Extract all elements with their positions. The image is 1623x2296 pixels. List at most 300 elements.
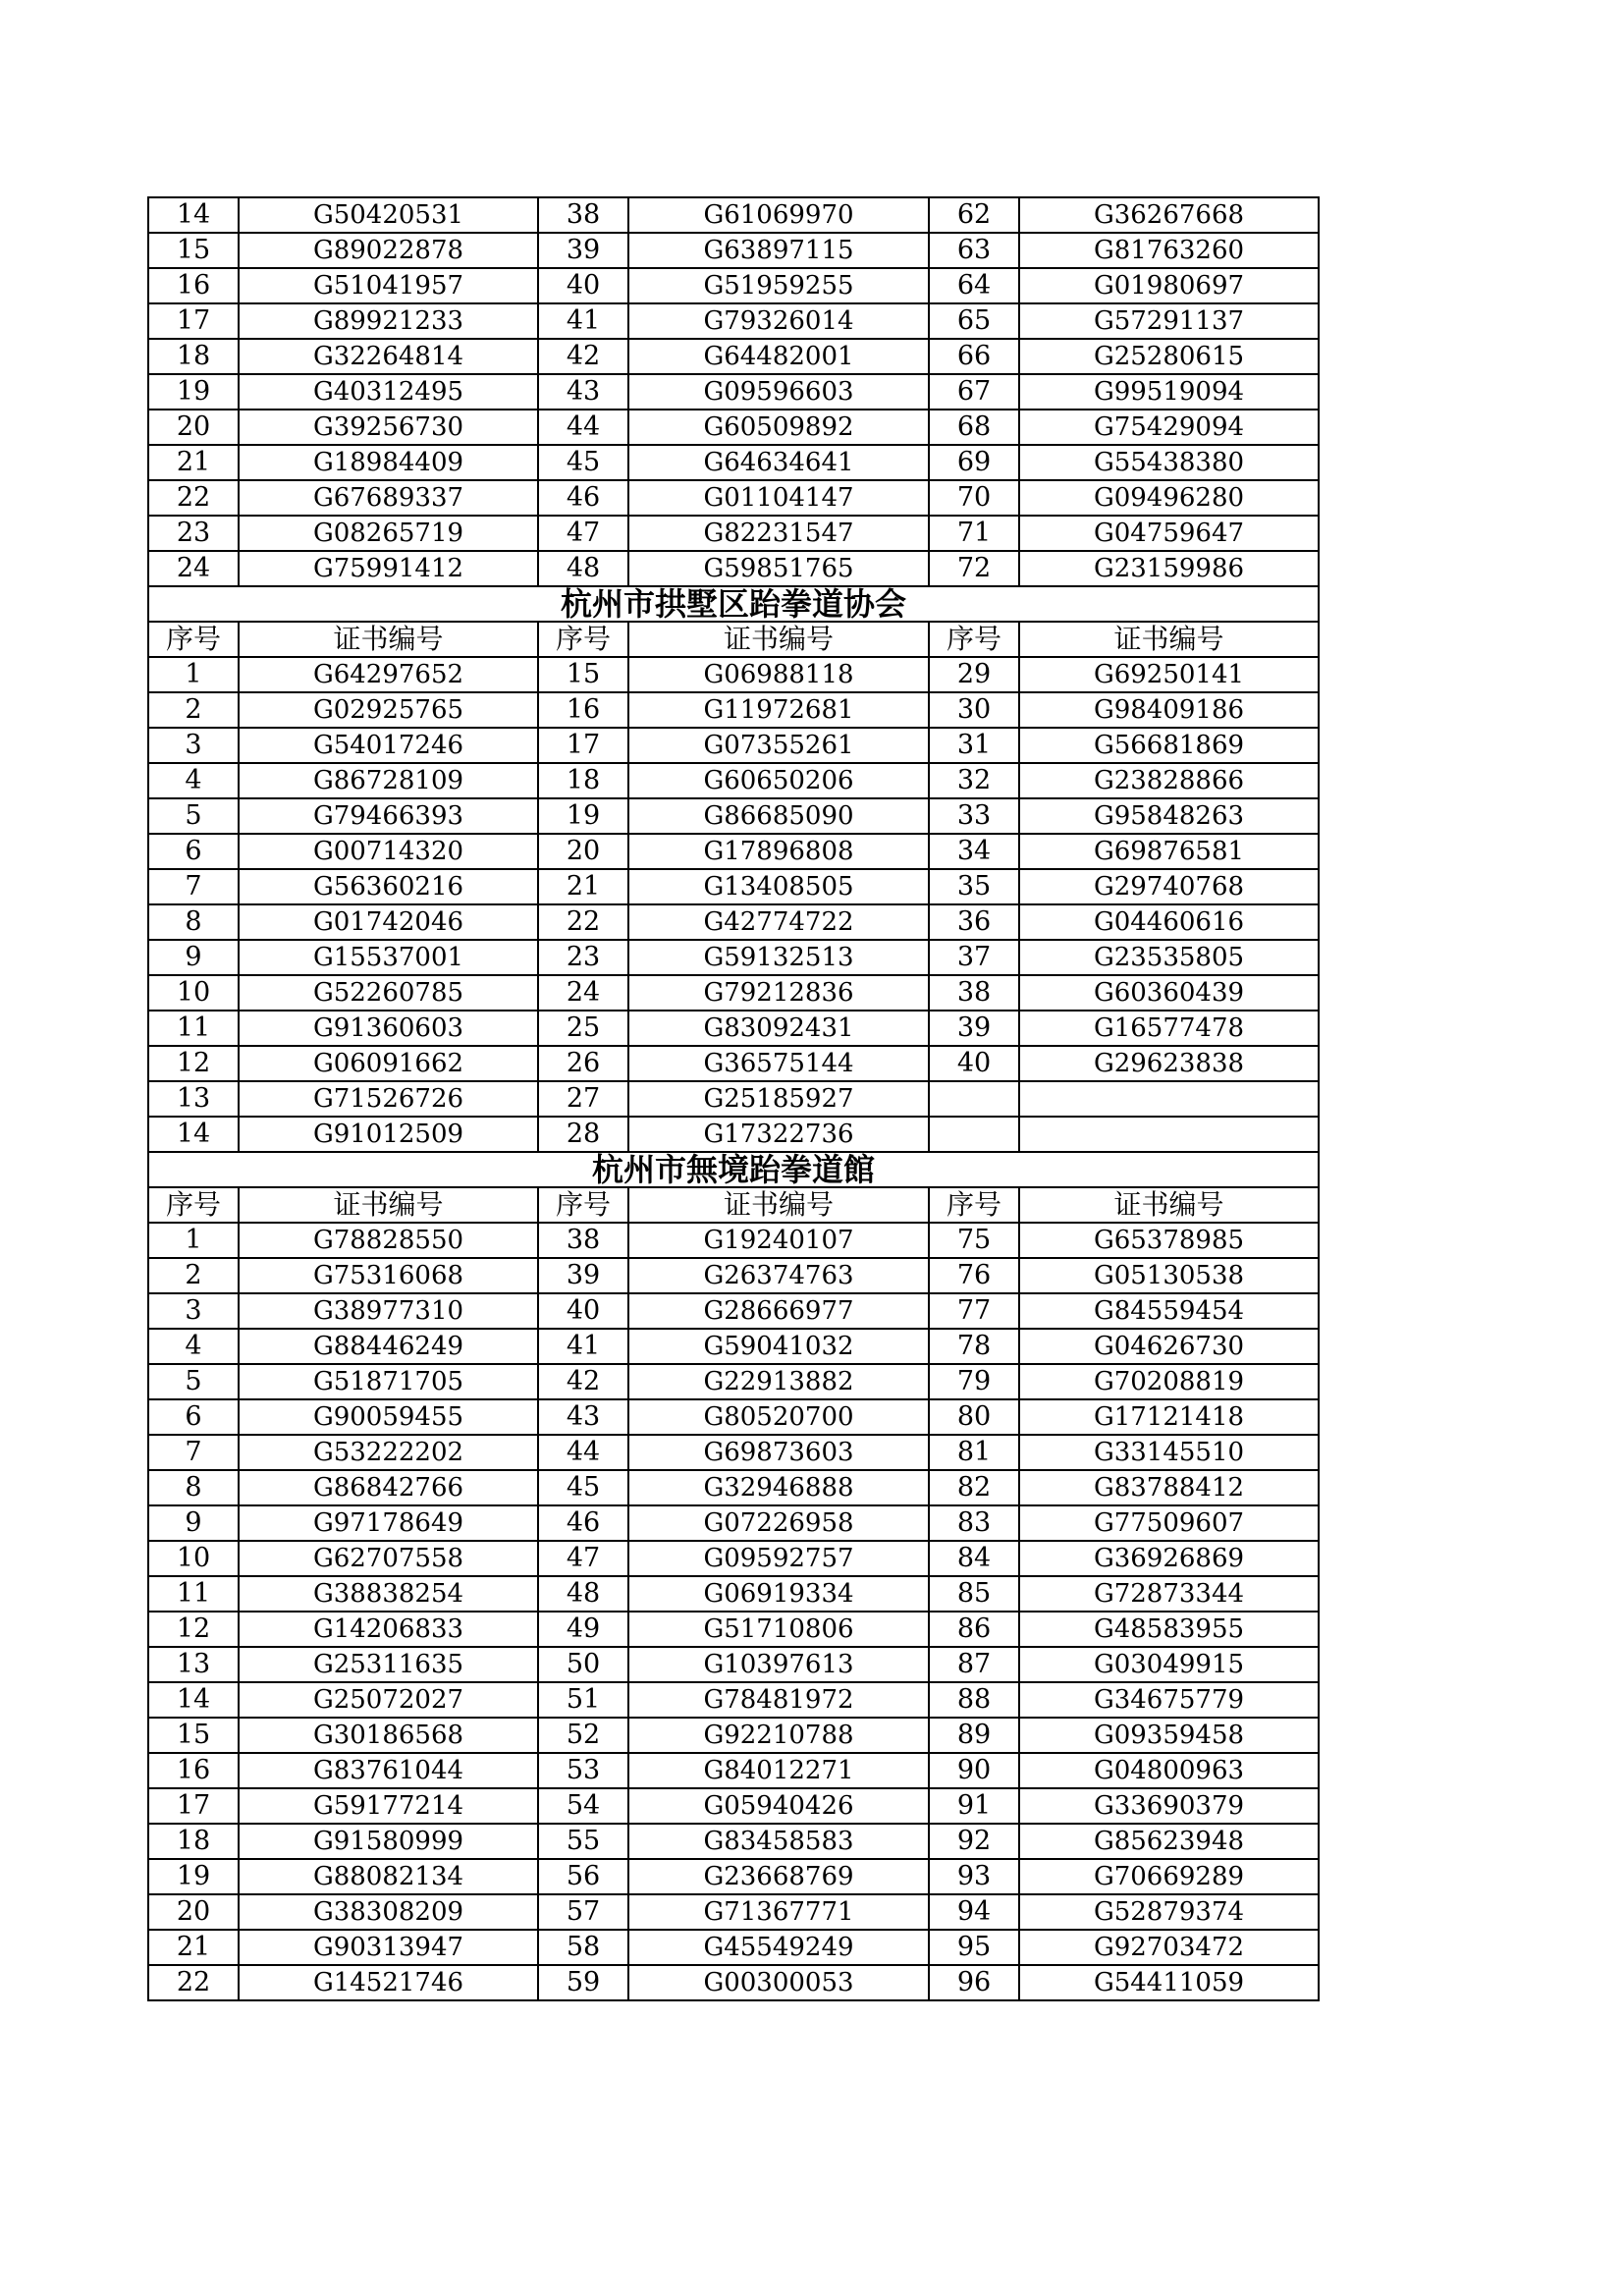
cert-no-cell: G71526726	[239, 1081, 538, 1117]
cert-no-cell: G92210788	[628, 1718, 929, 1753]
seq-cell: 43	[538, 374, 628, 410]
seq-cell: 19	[148, 374, 239, 410]
cert-no-cell: G02925765	[239, 692, 538, 728]
cert-no-cell: G26374763	[628, 1258, 929, 1293]
seq-cell: 1	[148, 657, 239, 692]
cert-no-cell: G72873344	[1019, 1576, 1319, 1612]
cert-no-cell: G29740768	[1019, 869, 1319, 904]
cert-no-cell: G64634641	[628, 445, 929, 480]
table-row	[148, 1682, 1319, 1718]
seq-cell: 12	[148, 1612, 239, 1647]
table-row	[148, 1258, 1319, 1293]
cert-no-cell: G23828866	[1019, 763, 1319, 798]
seq-cell: 76	[929, 1258, 1019, 1293]
seq-cell: 22	[538, 904, 628, 940]
certificate-table	[147, 196, 1320, 2001]
seq-cell	[929, 1081, 1019, 1117]
cert-no-cell: G59132513	[628, 940, 929, 975]
seq-cell: 28	[538, 1117, 628, 1152]
table-row	[148, 1718, 1319, 1753]
seq-cell: 48	[538, 1576, 628, 1612]
header-cert-no-cell: 证书编号	[628, 622, 929, 657]
header-cert-no-cell: 证书编号	[628, 1187, 929, 1223]
seq-cell: 6	[148, 834, 239, 869]
cert-no-cell: G09592757	[628, 1541, 929, 1576]
seq-cell: 23	[148, 516, 239, 551]
seq-cell: 5	[148, 798, 239, 834]
seq-cell: 69	[929, 445, 1019, 480]
cert-no-cell: G22913882	[628, 1364, 929, 1399]
seq-cell: 24	[538, 975, 628, 1011]
seq-cell: 41	[538, 1329, 628, 1364]
cert-no-cell: G09359458	[1019, 1718, 1319, 1753]
table-row	[148, 1894, 1319, 1930]
cert-no-cell	[1019, 1081, 1319, 1117]
seq-cell: 11	[148, 1576, 239, 1612]
cert-no-cell: G40312495	[239, 374, 538, 410]
cert-no-cell: G60650206	[628, 763, 929, 798]
seq-cell: 56	[538, 1859, 628, 1894]
table-row	[148, 1753, 1319, 1788]
seq-cell: 15	[538, 657, 628, 692]
seq-cell: 78	[929, 1329, 1019, 1364]
cert-no-cell: G69876581	[1019, 834, 1319, 869]
seq-cell: 95	[929, 1930, 1019, 1965]
cert-no-cell: G39256730	[239, 410, 538, 445]
cert-no-cell: G75429094	[1019, 410, 1319, 445]
table-row	[148, 834, 1319, 869]
seq-cell: 90	[929, 1753, 1019, 1788]
seq-cell: 14	[148, 1682, 239, 1718]
seq-cell: 63	[929, 233, 1019, 268]
seq-cell: 3	[148, 1293, 239, 1329]
cert-no-cell: G38977310	[239, 1293, 538, 1329]
table-row	[148, 1505, 1319, 1541]
cert-no-cell: G80520700	[628, 1399, 929, 1435]
seq-cell: 96	[929, 1965, 1019, 2000]
cert-no-cell: G11972681	[628, 692, 929, 728]
seq-cell: 22	[148, 1965, 239, 2000]
seq-cell: 46	[538, 1505, 628, 1541]
cert-no-cell: G91580999	[239, 1824, 538, 1859]
cert-no-cell: G19240107	[628, 1223, 929, 1258]
cert-no-cell: G77509607	[1019, 1505, 1319, 1541]
cert-no-cell: G51710806	[628, 1612, 929, 1647]
cert-no-cell: G04800963	[1019, 1753, 1319, 1788]
cert-no-cell: G33690379	[1019, 1788, 1319, 1824]
seq-cell: 36	[929, 904, 1019, 940]
seq-cell: 21	[538, 869, 628, 904]
seq-cell: 42	[538, 339, 628, 374]
cert-no-cell: G45549249	[628, 1930, 929, 1965]
seq-cell: 87	[929, 1647, 1019, 1682]
seq-cell: 45	[538, 445, 628, 480]
table-row	[148, 975, 1319, 1011]
cert-no-cell: G90313947	[239, 1930, 538, 1965]
cert-no-cell: G13408505	[628, 869, 929, 904]
table-row	[148, 374, 1319, 410]
cert-no-cell: G78828550	[239, 1223, 538, 1258]
cert-no-cell: G28666977	[628, 1293, 929, 1329]
seq-cell: 83	[929, 1505, 1019, 1541]
seq-cell: 15	[148, 233, 239, 268]
seq-cell: 72	[929, 551, 1019, 586]
table-row	[148, 1859, 1319, 1894]
seq-cell: 19	[148, 1859, 239, 1894]
table-row	[148, 1011, 1319, 1046]
seq-cell: 4	[148, 1329, 239, 1364]
cert-no-cell: G91360603	[239, 1011, 538, 1046]
seq-cell: 92	[929, 1824, 1019, 1859]
seq-cell: 44	[538, 1435, 628, 1470]
cert-no-cell: G06919334	[628, 1576, 929, 1612]
table-row	[148, 410, 1319, 445]
cert-no-cell: G34675779	[1019, 1682, 1319, 1718]
table-row	[148, 728, 1319, 763]
cert-no-cell: G83458583	[628, 1824, 929, 1859]
cert-no-cell: G05940426	[628, 1788, 929, 1824]
seq-cell: 39	[929, 1011, 1019, 1046]
table-row	[148, 1435, 1319, 1470]
cert-no-cell: G05130538	[1019, 1258, 1319, 1293]
cert-no-cell: G01742046	[239, 904, 538, 940]
seq-cell: 22	[148, 480, 239, 516]
seq-cell: 31	[929, 728, 1019, 763]
seq-cell: 15	[148, 1718, 239, 1753]
cert-no-cell: G06988118	[628, 657, 929, 692]
header-cert-no-cell: 证书编号	[239, 622, 538, 657]
seq-cell: 40	[538, 268, 628, 303]
seq-cell: 51	[538, 1682, 628, 1718]
table-row	[148, 657, 1319, 692]
seq-cell: 29	[929, 657, 1019, 692]
seq-cell: 59	[538, 1965, 628, 2000]
seq-cell: 55	[538, 1824, 628, 1859]
table-row	[148, 1965, 1319, 2000]
cert-no-cell: G00300053	[628, 1965, 929, 2000]
seq-cell: 38	[538, 197, 628, 233]
cert-no-cell: G07355261	[628, 728, 929, 763]
seq-cell: 86	[929, 1612, 1019, 1647]
table-row	[148, 233, 1319, 268]
seq-cell: 49	[538, 1612, 628, 1647]
seq-cell: 2	[148, 692, 239, 728]
seq-cell: 39	[538, 1258, 628, 1293]
table-row	[148, 516, 1319, 551]
seq-cell: 9	[148, 940, 239, 975]
cert-no-cell: G25185927	[628, 1081, 929, 1117]
cert-no-cell: G63897115	[628, 233, 929, 268]
seq-cell: 25	[538, 1011, 628, 1046]
cert-no-cell: G09596603	[628, 374, 929, 410]
seq-cell: 48	[538, 551, 628, 586]
table-row	[148, 1647, 1319, 1682]
table-row	[148, 1612, 1319, 1647]
cert-no-cell: G33145510	[1019, 1435, 1319, 1470]
cert-no-cell: G89022878	[239, 233, 538, 268]
seq-cell: 37	[929, 940, 1019, 975]
seq-cell: 10	[148, 1541, 239, 1576]
section-title: 杭州市拱墅区跆拳道协会	[148, 586, 1319, 622]
cert-no-cell: G17896808	[628, 834, 929, 869]
seq-cell: 47	[538, 1541, 628, 1576]
cert-no-cell: G01104147	[628, 480, 929, 516]
seq-cell: 44	[538, 410, 628, 445]
cert-no-cell: G79466393	[239, 798, 538, 834]
cert-no-cell: G36267668	[1019, 197, 1319, 233]
seq-cell: 35	[929, 869, 1019, 904]
seq-cell: 71	[929, 516, 1019, 551]
cert-no-cell: G57291137	[1019, 303, 1319, 339]
seq-cell: 3	[148, 728, 239, 763]
table-row	[148, 1046, 1319, 1081]
seq-cell: 33	[929, 798, 1019, 834]
seq-cell: 85	[929, 1576, 1019, 1612]
seq-cell: 20	[538, 834, 628, 869]
table-header-row	[148, 622, 1319, 657]
cert-no-cell: G79326014	[628, 303, 929, 339]
cert-no-cell: G84559454	[1019, 1293, 1319, 1329]
seq-cell: 70	[929, 480, 1019, 516]
header-seq-cell: 序号	[148, 1187, 239, 1223]
cert-no-cell: G23535805	[1019, 940, 1319, 975]
cert-no-cell: G48583955	[1019, 1612, 1319, 1647]
seq-cell: 41	[538, 303, 628, 339]
table-row	[148, 869, 1319, 904]
cert-no-cell: G25072027	[239, 1682, 538, 1718]
cert-no-cell: G08265719	[239, 516, 538, 551]
seq-cell: 43	[538, 1399, 628, 1435]
table-row	[148, 763, 1319, 798]
seq-cell: 18	[538, 763, 628, 798]
cert-no-cell: G90059455	[239, 1399, 538, 1435]
seq-cell: 14	[148, 1117, 239, 1152]
seq-cell: 80	[929, 1399, 1019, 1435]
cert-no-cell: G82231547	[628, 516, 929, 551]
seq-cell: 88	[929, 1682, 1019, 1718]
cert-no-cell: G71367771	[628, 1894, 929, 1930]
seq-cell: 91	[929, 1788, 1019, 1824]
cert-no-cell: G86842766	[239, 1470, 538, 1505]
cert-no-cell: G59177214	[239, 1788, 538, 1824]
seq-cell: 17	[538, 728, 628, 763]
table-row	[148, 1081, 1319, 1117]
cert-no-cell: G85623948	[1019, 1824, 1319, 1859]
seq-cell: 11	[148, 1011, 239, 1046]
seq-cell: 65	[929, 303, 1019, 339]
seq-cell: 5	[148, 1364, 239, 1399]
seq-cell: 16	[538, 692, 628, 728]
cert-no-cell: G32946888	[628, 1470, 929, 1505]
seq-cell: 47	[538, 516, 628, 551]
header-seq-cell: 序号	[929, 1187, 1019, 1223]
seq-cell: 14	[148, 197, 239, 233]
seq-cell: 39	[538, 233, 628, 268]
seq-cell: 52	[538, 1718, 628, 1753]
cert-no-cell: G89921233	[239, 303, 538, 339]
header-cert-no-cell: 证书编号	[1019, 1187, 1319, 1223]
section-title: 杭州市無境跆拳道館	[148, 1152, 1319, 1187]
seq-cell: 32	[929, 763, 1019, 798]
cert-no-cell: G99519094	[1019, 374, 1319, 410]
cert-no-cell: G17121418	[1019, 1399, 1319, 1435]
cert-no-cell: G00714320	[239, 834, 538, 869]
seq-cell: 38	[538, 1223, 628, 1258]
seq-cell: 18	[148, 339, 239, 374]
table-row	[148, 1541, 1319, 1576]
cert-no-cell: G83761044	[239, 1753, 538, 1788]
cert-no-cell	[1019, 1117, 1319, 1152]
header-cert-no-cell: 证书编号	[1019, 622, 1319, 657]
cert-no-cell: G88446249	[239, 1329, 538, 1364]
seq-cell: 50	[538, 1647, 628, 1682]
cert-no-cell: G29623838	[1019, 1046, 1319, 1081]
cert-no-cell: G51041957	[239, 268, 538, 303]
seq-cell: 13	[148, 1081, 239, 1117]
cert-no-cell: G03049915	[1019, 1647, 1319, 1682]
seq-cell: 66	[929, 339, 1019, 374]
seq-cell: 54	[538, 1788, 628, 1824]
seq-cell: 38	[929, 975, 1019, 1011]
cert-no-cell: G97178649	[239, 1505, 538, 1541]
table-row	[148, 1117, 1319, 1152]
cert-no-cell: G52879374	[1019, 1894, 1319, 1930]
cert-no-cell: G86728109	[239, 763, 538, 798]
table-row	[148, 480, 1319, 516]
cert-no-cell: G06091662	[239, 1046, 538, 1081]
seq-cell: 75	[929, 1223, 1019, 1258]
seq-cell: 6	[148, 1399, 239, 1435]
cert-no-cell: G56681869	[1019, 728, 1319, 763]
seq-cell: 7	[148, 1435, 239, 1470]
cert-no-cell: G60509892	[628, 410, 929, 445]
cert-no-cell: G88082134	[239, 1859, 538, 1894]
cert-no-cell: G59041032	[628, 1329, 929, 1364]
table-row	[148, 798, 1319, 834]
cert-no-cell: G14521746	[239, 1965, 538, 2000]
table-row	[148, 1788, 1319, 1824]
seq-cell: 2	[148, 1258, 239, 1293]
seq-cell: 20	[148, 1894, 239, 1930]
table-row	[148, 1470, 1319, 1505]
cert-no-cell: G30186568	[239, 1718, 538, 1753]
seq-cell: 16	[148, 268, 239, 303]
seq-cell: 42	[538, 1364, 628, 1399]
seq-cell: 27	[538, 1081, 628, 1117]
cert-no-cell: G23668769	[628, 1859, 929, 1894]
cert-no-cell: G09496280	[1019, 480, 1319, 516]
seq-cell: 10	[148, 975, 239, 1011]
cert-no-cell: G70208819	[1019, 1364, 1319, 1399]
cert-no-cell: G91012509	[239, 1117, 538, 1152]
seq-cell: 4	[148, 763, 239, 798]
table-row	[148, 268, 1319, 303]
cert-no-cell: G92703472	[1019, 1930, 1319, 1965]
table-row	[148, 692, 1319, 728]
header-seq-cell: 序号	[148, 622, 239, 657]
cert-no-cell: G70669289	[1019, 1859, 1319, 1894]
cert-no-cell: G42774722	[628, 904, 929, 940]
seq-cell: 40	[538, 1293, 628, 1329]
cert-no-cell: G61069970	[628, 197, 929, 233]
seq-cell: 79	[929, 1364, 1019, 1399]
seq-cell: 64	[929, 268, 1019, 303]
seq-cell: 93	[929, 1859, 1019, 1894]
cert-no-cell: G52260785	[239, 975, 538, 1011]
seq-cell: 26	[538, 1046, 628, 1081]
header-seq-cell: 序号	[538, 622, 628, 657]
table-row	[148, 551, 1319, 586]
cert-no-cell: G04626730	[1019, 1329, 1319, 1364]
cert-no-cell: G65378985	[1019, 1223, 1319, 1258]
cert-no-cell: G83788412	[1019, 1470, 1319, 1505]
seq-cell: 21	[148, 445, 239, 480]
table-row	[148, 1293, 1319, 1329]
seq-cell: 23	[538, 940, 628, 975]
seq-cell: 94	[929, 1894, 1019, 1930]
cert-no-cell: G32264814	[239, 339, 538, 374]
seq-cell: 82	[929, 1470, 1019, 1505]
section-title-row	[148, 1152, 1319, 1187]
table-row	[148, 1576, 1319, 1612]
cert-no-cell: G36926869	[1019, 1541, 1319, 1576]
cert-no-cell: G64482001	[628, 339, 929, 374]
seq-cell: 40	[929, 1046, 1019, 1081]
cert-no-cell: G69250141	[1019, 657, 1319, 692]
table-row	[148, 1364, 1319, 1399]
seq-cell: 34	[929, 834, 1019, 869]
seq-cell: 8	[148, 1470, 239, 1505]
seq-cell: 19	[538, 798, 628, 834]
seq-cell: 12	[148, 1046, 239, 1081]
section-title-row	[148, 586, 1319, 622]
cert-no-cell: G14206833	[239, 1612, 538, 1647]
cert-no-cell: G56360216	[239, 869, 538, 904]
cert-no-cell: G54017246	[239, 728, 538, 763]
seq-cell: 24	[148, 551, 239, 586]
seq-cell: 17	[148, 303, 239, 339]
cert-no-cell: G75316068	[239, 1258, 538, 1293]
cert-no-cell: G64297652	[239, 657, 538, 692]
cert-no-cell: G86685090	[628, 798, 929, 834]
cert-no-cell: G60360439	[1019, 975, 1319, 1011]
cert-no-cell: G10397613	[628, 1647, 929, 1682]
seq-cell: 7	[148, 869, 239, 904]
cert-no-cell: G79212836	[628, 975, 929, 1011]
header-seq-cell: 序号	[929, 622, 1019, 657]
seq-cell: 9	[148, 1505, 239, 1541]
cert-no-cell: G50420531	[239, 197, 538, 233]
table-row	[148, 197, 1319, 233]
cert-no-cell: G81763260	[1019, 233, 1319, 268]
seq-cell: 46	[538, 480, 628, 516]
seq-cell: 68	[929, 410, 1019, 445]
cert-no-cell: G51959255	[628, 268, 929, 303]
table-row	[148, 1824, 1319, 1859]
seq-cell: 45	[538, 1470, 628, 1505]
cert-no-cell: G15537001	[239, 940, 538, 975]
cert-no-cell: G59851765	[628, 551, 929, 586]
seq-cell: 58	[538, 1930, 628, 1965]
seq-cell: 18	[148, 1824, 239, 1859]
header-cert-no-cell: 证书编号	[239, 1187, 538, 1223]
table-row	[148, 339, 1319, 374]
table-row	[148, 904, 1319, 940]
seq-cell: 57	[538, 1894, 628, 1930]
table-row	[148, 1223, 1319, 1258]
cert-no-cell: G16577478	[1019, 1011, 1319, 1046]
seq-cell: 17	[148, 1788, 239, 1824]
